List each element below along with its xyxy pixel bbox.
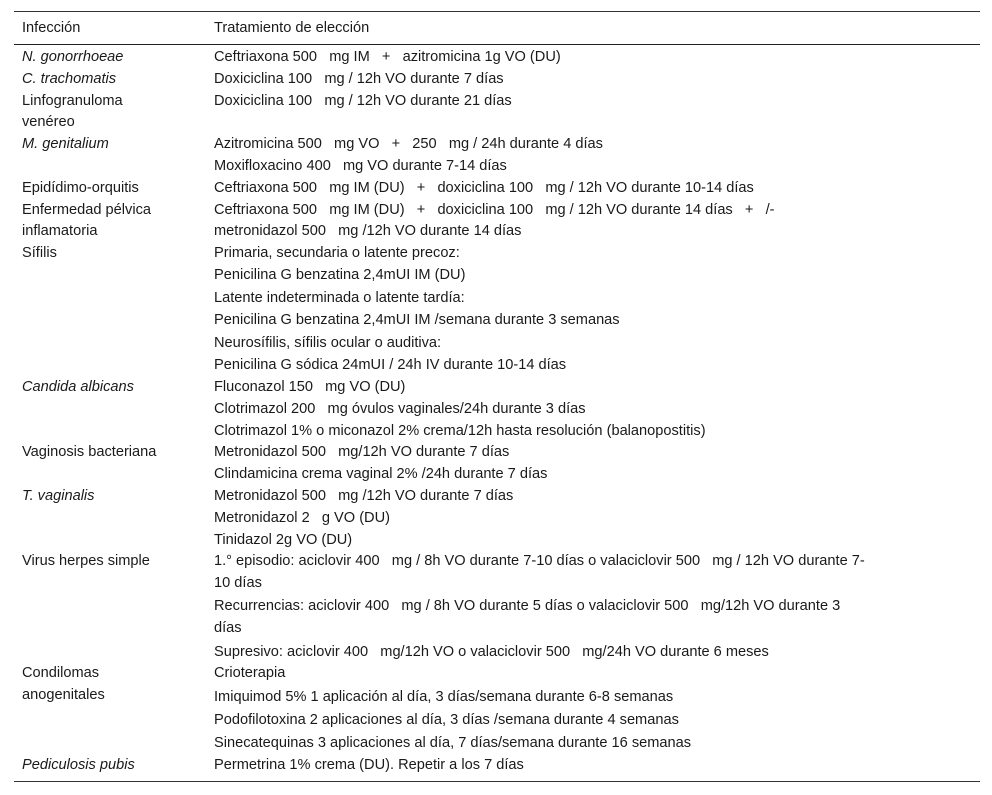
treatment-line: Imiquimod 5% 1 aplicación al día, 3 días/semana durante 6-8 semanas <box>214 688 674 705</box>
infection-cell: Linfogranuloma venéreo <box>22 92 123 131</box>
treatment-line: Penicilina G sódica 24mUI / 24h IV durante 10-14 días <box>214 357 567 374</box>
treatment-line: Primaria, secundaria o latente precoz: <box>214 245 460 262</box>
table-row <box>14 755 980 777</box>
treatment-line: 10 días <box>214 575 262 592</box>
treatment-line: Podofilotoxina 2 aplicaciones al día, 3 días /semana durante 4 semanas <box>214 711 679 728</box>
treatment-line: Azitromicina 500 mg VO + 250 mg / 24h durante 4 días <box>214 136 603 153</box>
treatment-line: Metronidazol 500 mg/12h VO durante 7 días <box>214 444 510 461</box>
treatment-cell <box>214 178 980 200</box>
treatment-line: Penicilina G benzatina 2,4mUI IM /semana durante 3 semanas <box>214 312 620 329</box>
infection-cell: T. vaginalis <box>22 487 95 504</box>
infection-cell: N. gonorrhoeae <box>22 49 124 65</box>
treatment-line: Clindamicina crema vaginal 2% /24h durante 7 días <box>214 466 548 483</box>
header-infection: Infección <box>22 20 81 36</box>
treatment-cell <box>214 486 980 551</box>
table-row <box>14 91 980 135</box>
treatment-cell <box>214 377 980 442</box>
treatment-cell <box>214 663 980 755</box>
infection-cell: Sífilis <box>22 245 57 262</box>
infection-cell: Vaginosis bacteriana <box>22 444 157 461</box>
treatment-cell <box>214 243 980 377</box>
treatment-line: Tinidazol 2g VO (DU) <box>214 531 353 548</box>
table-row <box>14 200 980 244</box>
treatment-line: Clotrimazol 1% o miconazol 2% crema/12h hasta resolución (balanopostitis) <box>214 422 706 439</box>
treatment-cell <box>214 91 980 135</box>
treatment-line: Neurosífilis, sífilis ocular o auditiva: <box>214 335 442 352</box>
treatment-line: Ceftriaxona 500 mg IM (DU) + doxiciclina 100 mg / 12h VO durante 10-14 días <box>214 179 754 196</box>
treatment-line: Permetrina 1% crema (DU). Repetir a los 7 días <box>214 757 524 773</box>
table-body <box>14 45 980 782</box>
table-row <box>14 551 980 663</box>
treatment-line: Sinecatequinas 3 aplicaciones al día, 7 días/semana durante 16 semanas <box>214 735 692 752</box>
treatment-line: Penicilina G benzatina 2,4mUI IM (DU) <box>214 266 466 283</box>
treatment-table <box>14 11 980 782</box>
table-row <box>14 134 980 178</box>
table-row <box>14 47 980 69</box>
table-row <box>14 442 980 486</box>
table-row <box>14 178 980 200</box>
treatment-cell <box>214 442 980 486</box>
treatment-cell <box>214 134 980 178</box>
treatment-line: Doxiciclina 100 mg / 12h VO durante 21 días <box>214 92 512 109</box>
treatment-line: 1.° episodio: aciclovir 400 mg / 8h VO durante 7-10 días o valaciclovir 500 mg / 12h VO durante 7- <box>214 553 865 570</box>
treatment-cell <box>214 69 980 91</box>
treatment-line: Crioterapia <box>214 665 286 682</box>
table-row <box>14 69 980 91</box>
treatment-line: Clotrimazol 200 mg óvulos vaginales/24h durante 3 días <box>214 400 586 417</box>
treatment-line: Moxifloxacino 400 mg VO durante 7-14 días <box>214 157 507 174</box>
infection-cell: Epidídimo-orquitis <box>22 179 139 196</box>
treatment-line: Supresivo: aciclovir 400 mg/12h VO o valaciclovir 500 mg/24h VO durante 6 meses <box>214 643 769 660</box>
treatment-line: Metronidazol 2 g VO (DU) <box>214 509 390 526</box>
infection-cell: M. genitalium <box>22 136 109 153</box>
treatment-line: días <box>214 620 242 637</box>
treatment-line <box>214 112 956 134</box>
treatment-cell <box>214 551 980 663</box>
treatment-line: metronidazol 500 mg /12h VO durante 14 días <box>214 223 522 240</box>
table-row <box>14 377 980 442</box>
treatment-line: Doxiciclina 100 mg / 12h VO durante 7 días <box>214 70 504 87</box>
treatment-line: Recurrencias: aciclovir 400 mg / 8h VO durante 5 días o valaciclovir 500 mg/12h VO durante 3 <box>214 598 841 615</box>
treatment-line: Fluconazol 150 mg VO (DU) <box>214 378 406 395</box>
treatment-cell <box>214 200 980 244</box>
table-row <box>14 486 980 551</box>
infection-cell: Pediculosis pubis <box>22 757 135 773</box>
table-header <box>14 11 980 45</box>
treatment-cell <box>214 47 980 69</box>
treatment-line: Latente indeterminada o latente tardía: <box>214 290 465 307</box>
header-treatment: Tratamiento de elección <box>214 20 370 36</box>
infection-cell: Condilomas anogenitales <box>22 665 105 704</box>
treatment-cell <box>214 755 980 777</box>
infection-cell: C. trachomatis <box>22 70 117 87</box>
table-row <box>14 663 980 755</box>
treatment-line: Metronidazol 500 mg /12h VO durante 7 días <box>214 487 514 504</box>
treatment-line: Ceftriaxona 500 mg IM (DU) + doxiciclina 100 mg / 12h VO durante 14 días + /- <box>214 201 775 218</box>
infection-cell: Enfermedad pélvica inflamatoria <box>22 201 151 240</box>
table-row <box>14 243 980 377</box>
infection-cell: Candida albicans <box>22 378 134 395</box>
infection-cell: Virus herpes simple <box>22 553 150 570</box>
treatment-line: Ceftriaxona 500 mg IM + azitromicina 1g VO (DU) <box>214 49 561 65</box>
